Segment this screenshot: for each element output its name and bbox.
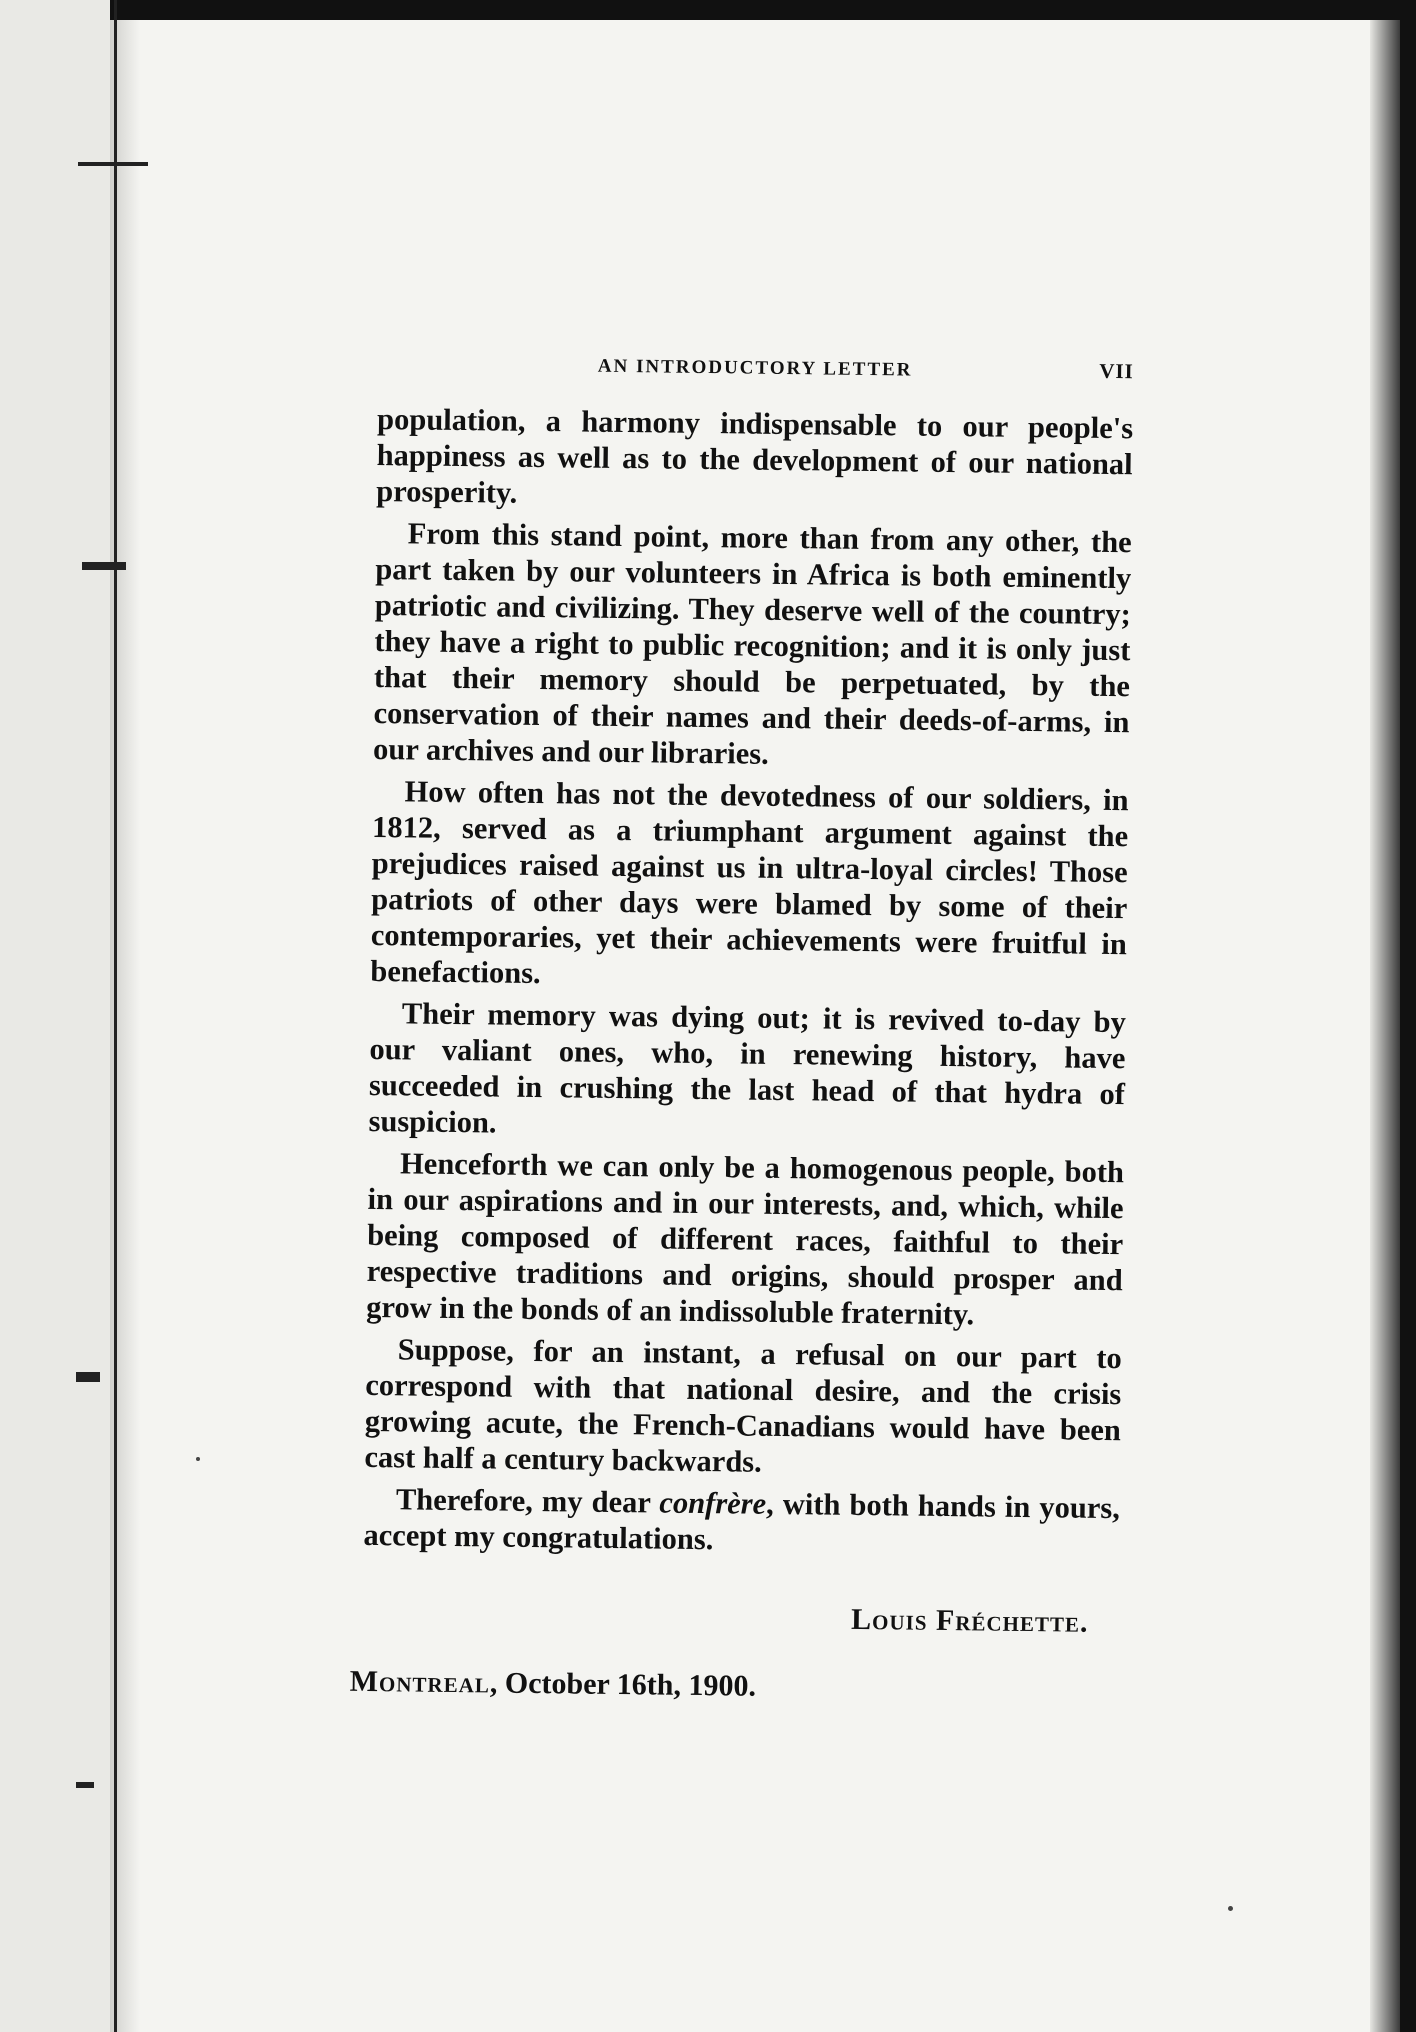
- binding-stitch: [76, 1372, 100, 1382]
- closing-paragraph: [363, 1481, 1120, 1562]
- page-edge-shadow: [1370, 20, 1400, 2032]
- dust-speck: [1228, 1906, 1233, 1911]
- dateline-date: , October 16th, 1900.: [489, 1666, 757, 1703]
- page-text: [349, 350, 1134, 1708]
- paragraph: From this stand point, more than from any other, the part taken by our volunteers in Africa is both eminently patriotic and civilizing. They deserve well of the country; they have a right to public recognition; and it is only just that their memory should be perpetuated, by the conservation of their names and their deeds-of-arms, in our archives and our libraries.: [372, 516, 1132, 771]
- running-head-title: AN INTRODUCTORY LETTER: [597, 355, 913, 381]
- dust-speck: [196, 1457, 200, 1461]
- paragraph: How often has not the devotedness of our soldiers, in 1812, served as a triumphant argument against the prejudices raised against us in ultra-loyal circles! Those patriots of other days were blamed by some of their contemporaries, yet their achievements were fruitful in benefactions.: [370, 774, 1129, 991]
- closing-italic-word: confrère: [659, 1485, 767, 1521]
- binding-stitch: [82, 562, 126, 570]
- letter-body: [363, 401, 1133, 1562]
- dateline-place: Montreal: [349, 1664, 491, 1700]
- closing-text-start: Therefore, my dear: [395, 1482, 660, 1520]
- paragraph: population, a harmony indispensable to our people's happiness as well as to the development of our national prosperity.: [376, 401, 1134, 510]
- binding-stitch: [78, 162, 148, 166]
- paragraph: Their memory was dying out; it is revived to-day by our valiant ones, who, in renewing history, have succeeded in crushing the last head of that hydra of suspicion.: [368, 996, 1127, 1140]
- page-number: VII: [1099, 358, 1134, 384]
- binding-stitch: [76, 1782, 94, 1788]
- binding-line: [114, 0, 117, 2032]
- binding-margin: [0, 0, 110, 2032]
- closing-text-end: , with both hands in yours, accept my congratulations.: [363, 1486, 1121, 1557]
- signature: Louis Fréchette.: [850, 1602, 1089, 1639]
- paragraph: Henceforth we can only be a homogenous people, both in our aspirations and in our interests, and, which, while being composed of different races, faithful to their respective traditions and origins, should prosper and grow in the bonds of an indissoluble fraternity.: [366, 1146, 1125, 1332]
- paragraph: Suppose, for an instant, a refusal on our part to correspond with that national desire, and the crisis growing acute, the French-Canadians would have been cast half a century backwards.: [364, 1332, 1122, 1479]
